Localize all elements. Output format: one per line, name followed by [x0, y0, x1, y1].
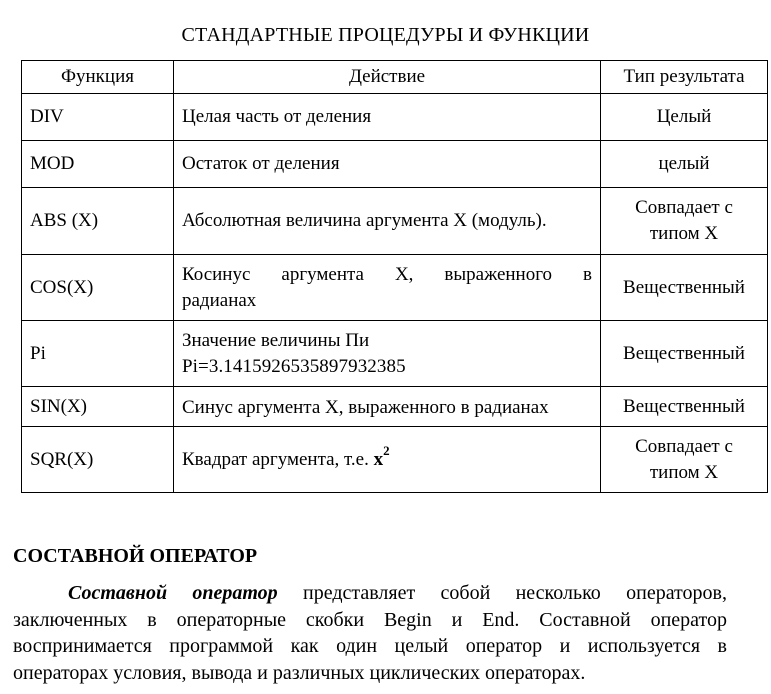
math-exponent: 2	[383, 443, 390, 459]
section-paragraph	[13, 580, 727, 686]
header-function: Функция	[22, 61, 174, 94]
cell-result: Целый	[601, 94, 768, 141]
table-row	[22, 94, 768, 141]
paragraph-text: представляет собой несколько операторов, заключенных в операторные скобки Begin и End. Составной оператор воспринимается программой как один целый оператор и используется в операторах условия, вывода и различных циклических операторах.	[13, 582, 727, 684]
cell-result	[601, 188, 768, 255]
cell-action: Целая часть от деления	[174, 94, 601, 141]
math-variable: x	[373, 448, 384, 470]
cell-result: Вещественный	[601, 387, 768, 427]
cell-action: Синус аргумента X, выраженного в радианах	[174, 387, 601, 427]
cell-action: Абсолютная величина аргумента X (модуль).	[174, 188, 601, 255]
cell-function: MOD	[22, 141, 174, 188]
table-header-row	[22, 61, 768, 94]
table-row	[22, 427, 768, 493]
action-line: Значение величины Пи	[182, 329, 370, 351]
cell-function: ABS (X)	[22, 188, 174, 255]
cell-action	[174, 255, 601, 321]
cell-function: SIN(X)	[22, 387, 174, 427]
cell-result: Вещественный	[601, 255, 768, 321]
cell-function: DIV	[22, 94, 174, 141]
cell-action	[174, 427, 601, 493]
cell-action: Остаток от деления	[174, 141, 601, 188]
table-row	[22, 387, 768, 427]
result-line: типом X	[649, 461, 719, 483]
functions-table	[21, 60, 768, 493]
table-row	[22, 255, 768, 321]
table-row	[22, 188, 768, 255]
cell-result: целый	[601, 141, 768, 188]
table-row	[22, 141, 768, 188]
header-result-type: Тип результата	[601, 61, 768, 94]
result-line: типом X	[649, 223, 719, 244]
cell-function: SQR(X)	[22, 427, 174, 493]
cell-result: Вещественный	[601, 321, 768, 387]
result-line: Совпадает с	[635, 197, 733, 218]
section-heading: СОСТАВНОЙ ОПЕРАТОР	[13, 545, 258, 567]
result-line: Совпадает с	[635, 435, 733, 457]
cell-action	[174, 321, 601, 387]
page-title: СТАНДАРТНЫЕ ПРОЦЕДУРЫ И ФУНКЦИИ	[181, 24, 590, 46]
cell-function: Pi	[22, 321, 174, 387]
pi-value: Pi=3.1415926535897932385	[182, 355, 406, 377]
cell-result	[601, 427, 768, 493]
cell-function: COS(X)	[22, 255, 174, 321]
term-highlight: Составной оператор	[68, 582, 278, 604]
action-text: Квадрат аргумента, т.е.	[182, 448, 369, 470]
header-action: Действие	[174, 61, 601, 94]
action-line: радианах	[182, 289, 257, 311]
action-line: Косинус аргумента X, выраженного в	[182, 263, 592, 285]
table-row	[22, 321, 768, 387]
